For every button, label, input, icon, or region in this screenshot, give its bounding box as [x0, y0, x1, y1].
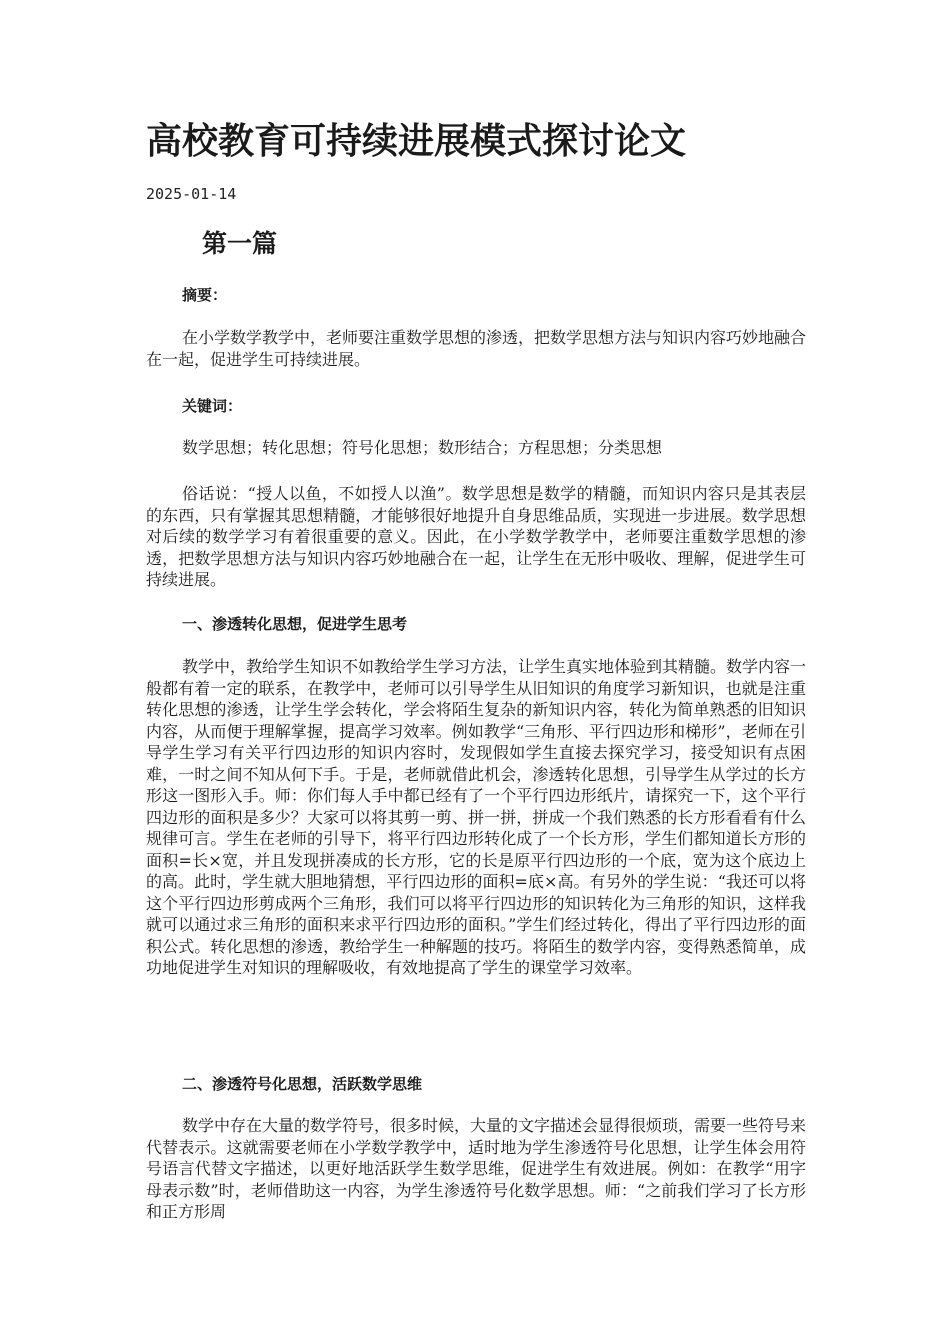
keywords-text: 数学思想；转化思想；符号化思想；数形结合；方程思想；分类思想 [182, 438, 663, 457]
part-heading: 第一篇 [202, 229, 278, 258]
document-date: 2025-01-14 [146, 185, 237, 203]
intro-paragraph: 俗话说：“授人以鱼，不如授人以渔”。数学思想是数学的精髓，而知识内容只是其表层的东西，只有掌握其思想精髓，才能够很好地提升自身思维品质，实现进一步进展。数学思想对后续的数学学习有着很重要的意义。因此，在小学数学教学中，老师要注重数学思想的渗透，把数学思想方法与知识内容巧妙地融合在一起，让学生在无形中吸收、理解，促进学生可持续进展。 [146, 484, 806, 589]
section-heading-1: 一、渗透转化思想，促进学生思考 [182, 615, 408, 633]
document-title: 高校教育可持续进展模式探讨论文 [146, 120, 687, 162]
keywords-label: 关键词： [182, 397, 243, 415]
section-1-paragraph: 教学中，教给学生知识不如教给学生学习方法，让学生真实地体验到其精髓。数学内容一般都有着一定的联系，在教学中，老师可以引导学生从旧知识的角度学习新知识，也就是注重转化思想的渗透，让学生学会转化，学会将陌生复杂的新知识内容，转化为简单熟悉的旧知识内容，从而便于理解掌握，提高学习效率。例如教学“三角形、平行四边形和梯形”，老师在引导学生学习有关平行四边形的知识内容时，发现假如学生直接去探究学习，接受知识有点困难，一时之间不知从何下手。于是，老师就借此机会，渗透转化思想，引导学生从学过的长方形这一图形入手。师：你们每人手中都已经有了一个平行四边形纸片，请探究一下，这个平行四边形的面积是多少？大家可以将其剪一剪、拼一拼，拼成一个我们熟悉的长方形看看有什么规律可言。学生在老师的引导下，将平行四边形转化成了一个长方形，学生们都知道长方形的面积=长×宽，并且发现拼凑成的长方形，它的长是原平行四边形的一个底，宽为这个底边上的高。此时，学生就大胆地猜想，平行四边形的面积=底×高。有另外的学生说：“我还可以将这个平行四边形剪成两个三角形，我们可以将平行四边形的知识转化为三角形的知识，这样我就可以通过求三角形的面积来求平行四边形的面积。”学生们经过转化，得出了平行四边形的面积公式。转化思想的渗透，教给学生一种解题的技巧。将陌生的数学内容，变得熟悉简单，成功地促进学生对知识的理解吸收，有效地提高了学生的课堂学习效率。 [146, 657, 807, 977]
section-heading-2: 二、渗透符号化思想，活跃数学思维 [182, 1075, 423, 1093]
abstract-label: 摘要： [182, 286, 228, 304]
abstract-text: 在小学数学教学中，老师要注重数学思想的渗透，把数学思想方法与知识内容巧妙地融合在一起，促进学生可持续进展。 [146, 328, 807, 369]
section-2-paragraph: 数学中存在大量的数学符号，很多时候，大量的文字描述会显得很烦琐，需要一些符号来代替表示。这就需要老师在小学数学教学中，适时地为学生渗透符号化思想，让学生体会用符号语言代替文字描述，以更好地活跃学生数学思维，促进学生有效进展。例如：在教学“用字母表示数”时，老师借助这一内容，为学生渗透符号化数学思想。师：“之前我们学习了长方形和正方形周 [146, 1116, 807, 1221]
